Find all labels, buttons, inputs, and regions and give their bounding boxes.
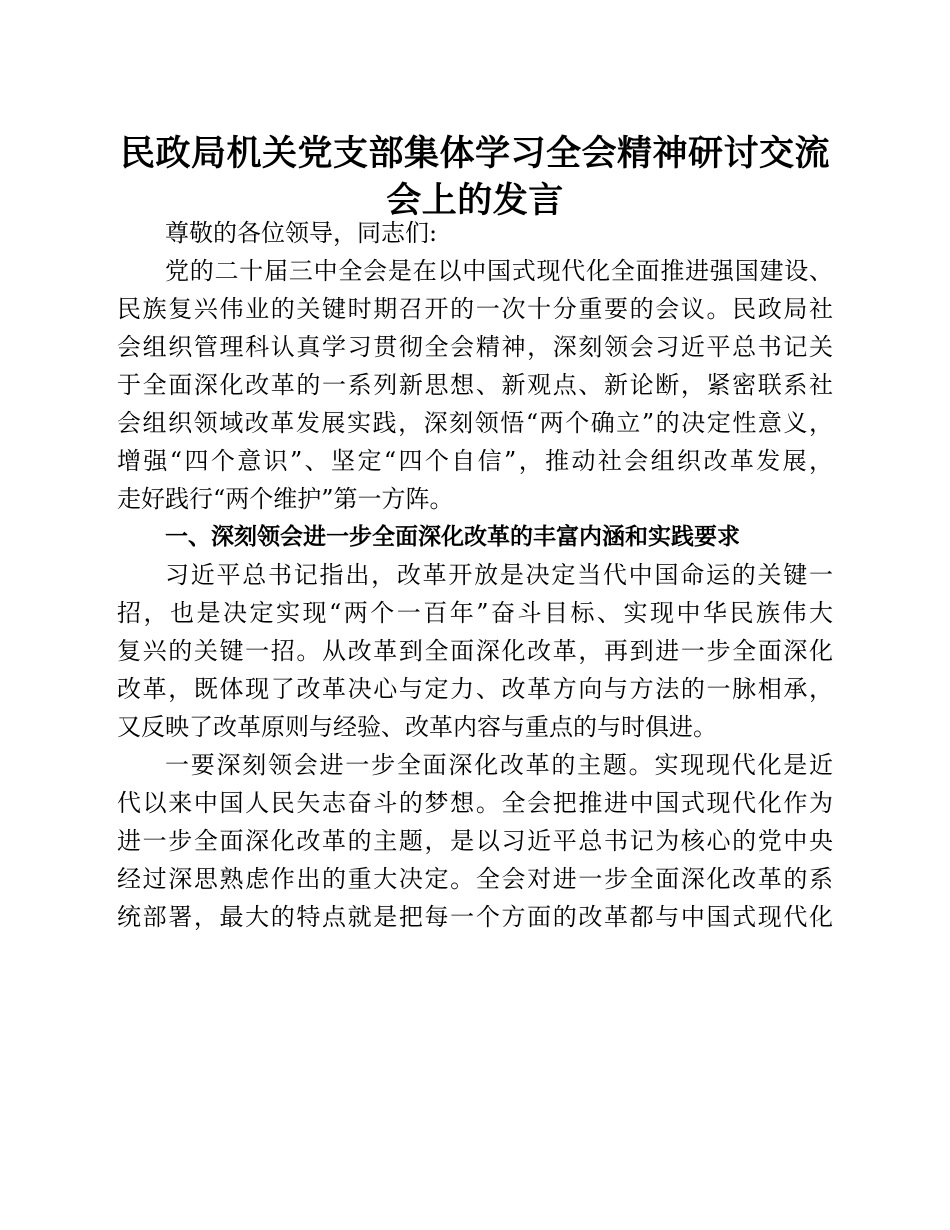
paragraph-line: 又反映了改革原则与经验、改革内容与重点的与时俱进。 bbox=[117, 713, 717, 741]
salutation: 尊敬的各位领导，同志们: bbox=[165, 219, 438, 247]
paragraph-line: 统部署，最大的特点就是把每一个方面的改革都与中国式现代化 bbox=[117, 903, 833, 931]
paragraph-line: 改革，既体现了改革决心与定力、改革方向与方法的一脉相承， bbox=[117, 675, 833, 703]
paragraph-line: 会组织管理科认真学习贯彻全会精神，深刻领会习近平总书记关 bbox=[117, 333, 833, 361]
paragraph-line: 会组织领域改革发展实践，深刻领悟“两个确立”的决定性意义， bbox=[117, 409, 833, 437]
title-line-2: 会上的发言 bbox=[386, 180, 564, 221]
paragraph-3 bbox=[117, 746, 833, 936]
paragraph-line: 代以来中国人民矢志奋斗的梦想。全会把推进中国式现代化作为 bbox=[117, 789, 833, 817]
document-title bbox=[118, 130, 832, 224]
paragraph-line: 走好践行“两个维护”第一方阵。 bbox=[117, 485, 454, 513]
paragraph-line: 增强“四个意识”、坚定“四个自信”，推动社会组织改革发展， bbox=[117, 447, 833, 475]
paragraph-line: 招，也是决定实现“两个一百年”奋斗目标、实现中华民族伟大 bbox=[117, 599, 833, 627]
paragraph-line: 一要深刻领会进一步全面深化改革的主题。实现现代化是近 bbox=[165, 751, 833, 779]
paragraph-line: 民族复兴伟业的关键时期召开的一次十分重要的会议。民政局社 bbox=[117, 295, 833, 323]
paragraph-line: 习近平总书记指出，改革开放是决定当代中国命运的关键一 bbox=[165, 561, 833, 589]
paragraph-line: 经过深思熟虑作出的重大决定。全会对进一步全面深化改革的系 bbox=[117, 865, 833, 893]
section-heading-1: 一、深刻领会进一步全面深化改革的丰富内涵和实践要求 bbox=[165, 524, 740, 550]
document-body bbox=[117, 214, 833, 936]
paragraph-2 bbox=[117, 556, 833, 746]
paragraph-line: 于全面深化改革的一系列新思想、新观点、新论断，紧密联系社 bbox=[117, 371, 833, 399]
title-line-1: 民政局机关党支部集体学习全会精神研讨交流 bbox=[119, 133, 830, 174]
paragraph-1 bbox=[117, 252, 833, 518]
paragraph-line: 党的二十届三中全会是在以中国式现代化全面推进强国建设、 bbox=[165, 257, 833, 285]
paragraph-line: 进一步全面深化改革的主题，是以习近平总书记为核心的党中央 bbox=[117, 827, 833, 855]
paragraph-line: 复兴的关键一招。从改革到全面深化改革，再到进一步全面深化 bbox=[117, 637, 833, 665]
